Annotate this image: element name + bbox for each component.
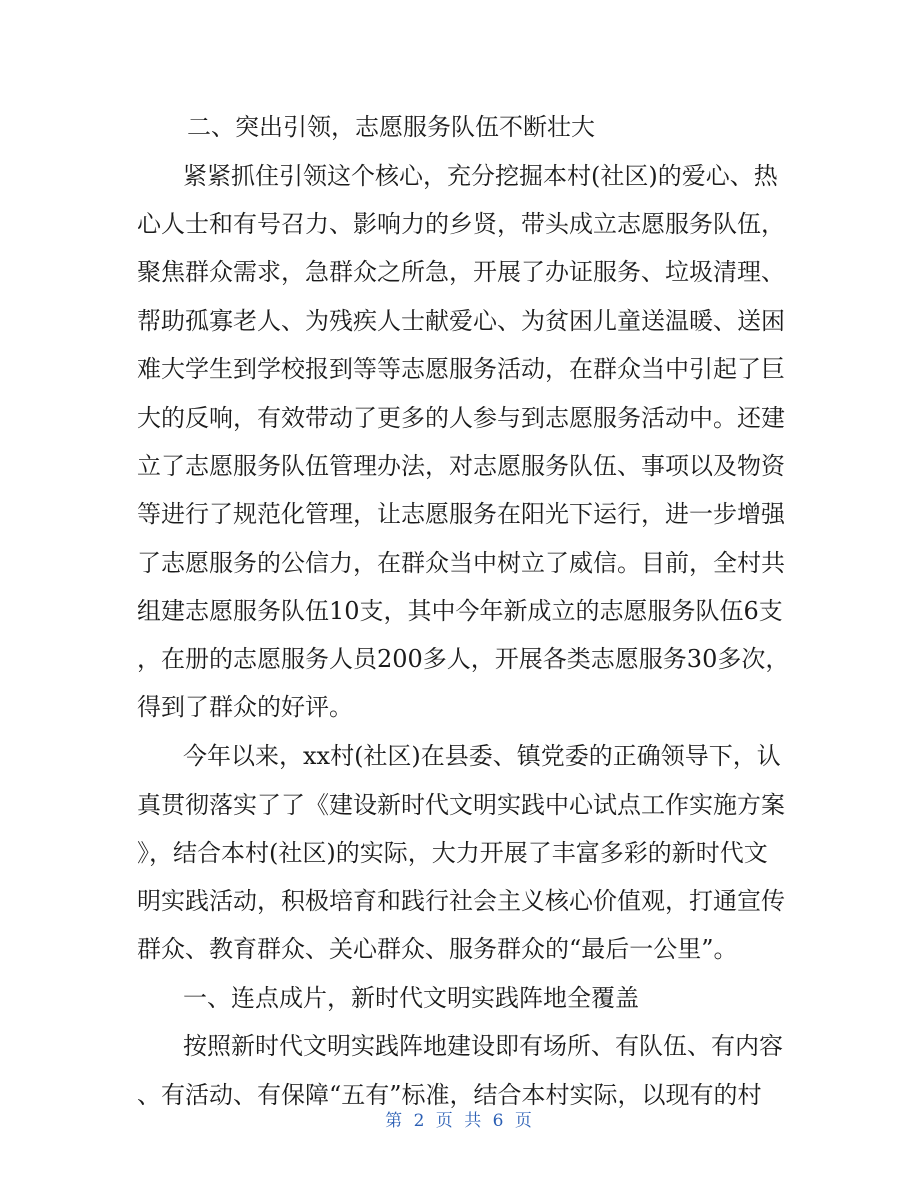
paragraph-line: 难大学生到学校报到等等志愿服务活动，在群众当中引起了巨	[137, 355, 785, 383]
paragraph-line: 了志愿服务的公信力，在群众当中树立了威信。目前，全村共	[137, 549, 785, 577]
paragraph-line: ，在册的志愿服务人员200多人，开展各类志愿服务30多次，	[137, 645, 790, 673]
page-number-footer: 第 2 页 共 6 页	[385, 1111, 535, 1131]
paragraph-line: 心人士和有号召力、影响力的乡贤，带头成立志愿服务队伍，	[137, 210, 785, 238]
paragraph-line: 组建志愿服务队伍10支，其中今年新成立的志愿服务队伍6支	[137, 597, 783, 625]
paragraph-line: 》，结合本村(社区)的实际，大力开展了丰富多彩的新时代文	[137, 839, 768, 867]
paragraph-line: 二、突出引领，志愿服务队伍不断壮大	[187, 113, 595, 141]
paragraph-line: 帮助孤寡老人、为残疾人士献爱心、为贫困儿童送温暖、送困	[137, 307, 785, 335]
paragraph-line: 聚焦群众需求，急群众之所急，开展了办证服务、垃圾清理、	[137, 258, 785, 286]
paragraph-line: 、有活动、有保障“五有”标准，结合本村实际，以现有的村	[137, 1081, 762, 1109]
paragraph-line: 得到了群众的好评。	[137, 693, 353, 721]
paragraph-line: 立了志愿服务队伍管理办法，对志愿服务队伍、事项以及物资	[137, 452, 785, 480]
paragraph-line: 明实践活动，积极培育和践行社会主义核心价值观，打通宣传	[137, 887, 785, 915]
paragraph-line: 真贯彻落实了了《建设新时代文明实践中心试点工作实施方案	[137, 791, 785, 819]
paragraph-line: 紧紧抓住引领这个核心，充分挖掘本村(社区)的爱心、热	[183, 162, 778, 190]
paragraph-line: 按照新时代文明实践阵地建设即有场所、有队伍、有内容	[183, 1032, 783, 1060]
paragraph-line: 群众、教育群众、关心群众、服务群众的“最后一公里”。	[137, 935, 738, 963]
paragraph-line: 等进行了规范化管理，让志愿服务在阳光下运行，进一步增强	[137, 500, 785, 528]
paragraph-line: 今年以来，xx村(社区)在县委、镇党委的正确领导下，认	[183, 742, 781, 770]
paragraph-line: 大的反响，有效带动了更多的人参与到志愿服务活动中。还建	[137, 404, 785, 432]
paragraph-line: 一、连点成片，新时代文明实践阵地全覆盖	[183, 984, 639, 1012]
